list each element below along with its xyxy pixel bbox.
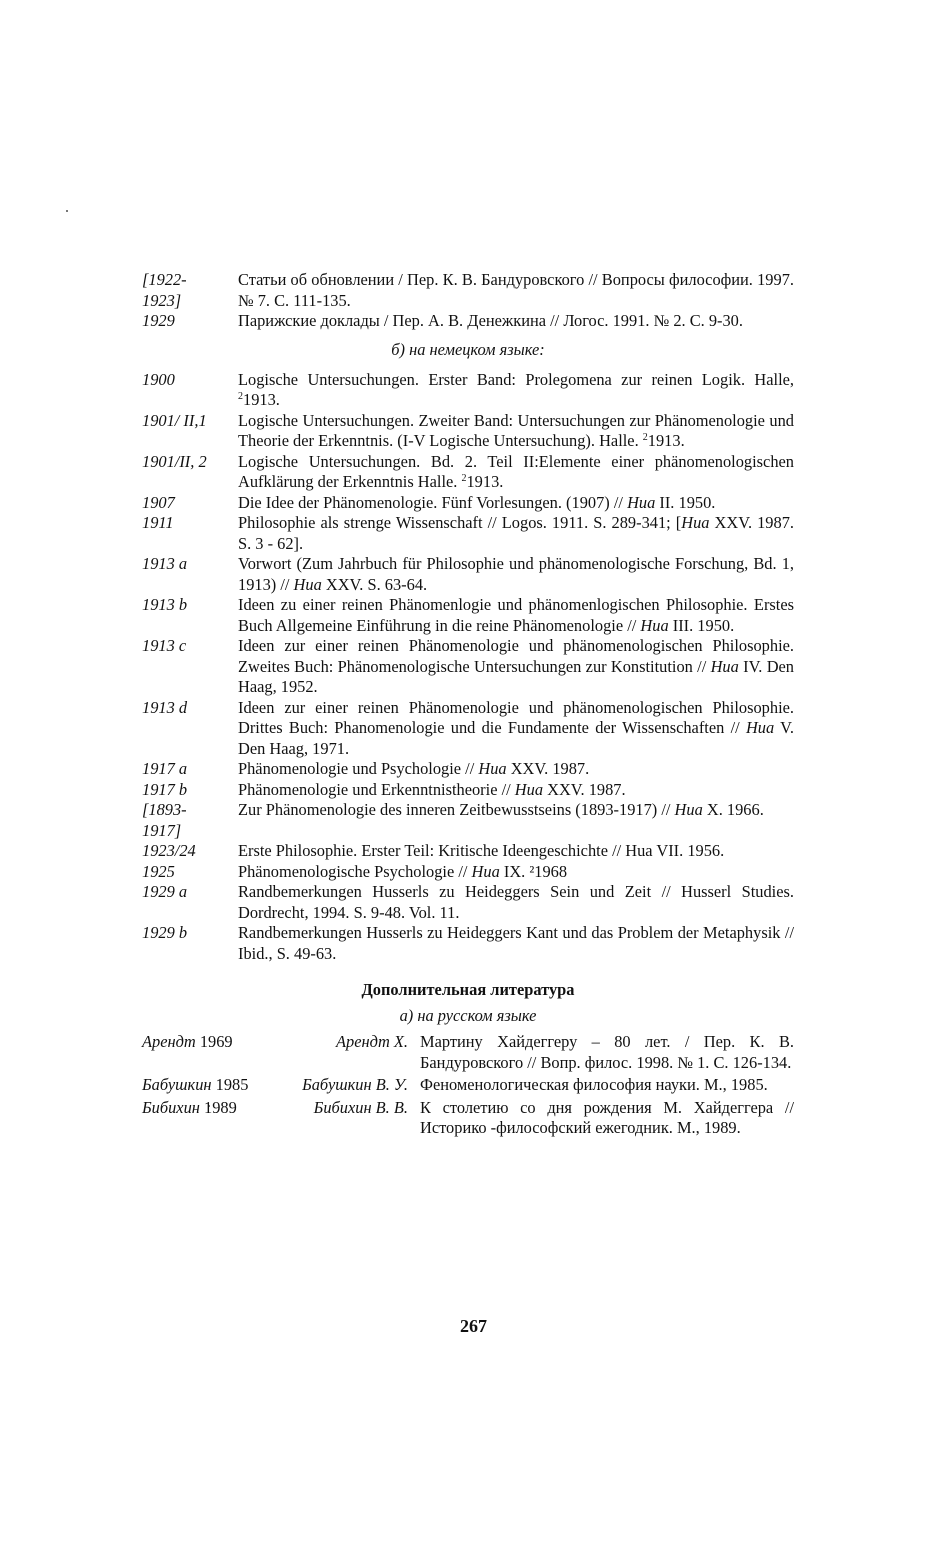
bib-entry — [142, 513, 794, 554]
entry-year-suffix: 1913. — [647, 431, 685, 450]
short-reference — [142, 1075, 282, 1096]
edition-superscript: 2 — [238, 391, 243, 402]
entry-year: 1913 c — [142, 636, 187, 655]
bib-entry — [142, 841, 794, 862]
entry-text-main: Philosophie als strenge Wissenschaft // Logos. 1911. S. 289-341; [ — [238, 513, 682, 532]
entry-text-tail: XXV. 1987. — [506, 759, 590, 778]
bib-entry — [142, 493, 794, 514]
bib-entry — [142, 780, 794, 801]
entry-text — [238, 698, 794, 760]
literature-entry — [142, 1032, 794, 1073]
short-author: Бабушкин — [142, 1075, 212, 1094]
entry-year: 1900 — [142, 369, 175, 389]
hua-abbrev: Hua — [674, 800, 703, 819]
entry-year: 1913 a — [142, 554, 188, 573]
entry-text — [238, 841, 794, 862]
subheading-german: б) на немецком языке: — [391, 339, 545, 359]
hua-abbrev: Hua — [514, 779, 544, 799]
entry-text-tail: XXV. S. 63-64. — [321, 574, 428, 594]
entry-year: 1929 a — [142, 882, 188, 901]
literature-text: Мартину Хайдеггеру – 80 лет. / Пер. К. В. Бандуровского // Вопр. филос. 1998. № 1. С. 126-134. — [420, 1032, 794, 1072]
short-year: 1969 — [195, 1032, 233, 1051]
entry-text-tail: IV. Den Haag, 1952. — [238, 656, 794, 696]
entry-year: 1923/24 — [142, 841, 196, 860]
entry-text-main: Erste Philosophie. Erster Teil: Kritische Ideengeschichte // Hua VII. 1956. — [238, 841, 725, 860]
author-name: Арендт Х. — [336, 1032, 408, 1051]
entry-text-tail: II. 1950. — [655, 492, 716, 512]
hua-abbrev: Hua — [293, 574, 322, 594]
entry-year: 1929 — [142, 311, 175, 330]
entry-text: Парижские доклады / Пер. А. В. Денежкина // Логос. 1991. № 2. С. 9-30. — [238, 311, 743, 330]
hua-abbrev: Hua — [640, 615, 669, 635]
entry-year: 1913 b — [142, 595, 188, 614]
entry-text-tail: XXV. 1987. S. 3 - 62]. — [238, 513, 794, 553]
hua-abbrev: Hua — [478, 759, 507, 778]
entry-year: 1925 — [142, 861, 175, 881]
bib-entry — [142, 595, 794, 636]
entry-text-main: Vorwort (Zum Jahrbuch für Philosophie und phänomenologische Forschung, Bd. 1, 1913) // — [238, 554, 794, 594]
literature-list — [142, 1032, 794, 1139]
literature-text: Феноменологическая философия науки. М., 1985. — [420, 1075, 768, 1094]
entry-text-main: Ideen zu einer reinen Phänomenlogie und phänomenlogischen Philosophie. Erstes Buch Allgemeine Einführung in die reine Phänomenologie // — [238, 595, 794, 635]
literature-entry — [142, 1098, 794, 1139]
short-reference — [142, 1098, 282, 1139]
entry-text-main: Logische Untersuchungen. Bd. 2. Teil II:Elemente einer phänomenologischen Aufklärung der Erkenntnis Halle. — [238, 451, 794, 491]
hua-abbrev: Hua — [627, 492, 656, 512]
entry-year: [1922- 1923] — [142, 270, 187, 310]
entry-text — [238, 862, 794, 883]
entry-year: 1901/ II,1 — [142, 410, 207, 430]
author-name: Бибихин В. В. — [313, 1097, 408, 1117]
literature-entry — [142, 1075, 794, 1096]
entry-text-tail: X. 1966. — [702, 800, 764, 819]
entry-text — [238, 554, 794, 595]
entry-text-main: Logische Untersuchungen. Erster Band: Prolegomena zur reinen Logik. Halle, — [238, 369, 794, 389]
short-author: Арендт — [142, 1032, 196, 1051]
entry-text-tail: III. 1950. — [668, 615, 735, 635]
entry-year: 1929 b — [142, 923, 188, 942]
entry-text — [238, 759, 794, 780]
entry-text — [238, 882, 794, 923]
entry-text-main: Ideen zur einer reinen Phänomenologie und phänomenologischen Philosophie. Zweites Buch: Phänomenologische Untersuchungen zur Konstitution // — [238, 636, 794, 676]
entry-year-suffix: 1913. — [243, 390, 280, 409]
entry-year: 1913 d — [142, 697, 188, 717]
bib-entry — [142, 370, 794, 411]
german-entries-list — [142, 370, 794, 965]
bib-entry — [142, 923, 794, 964]
bib-entry — [142, 882, 794, 923]
bib-entry — [142, 270, 794, 311]
entry-text — [238, 636, 794, 698]
literature-text: К столетию со дня рождения М. Хайдеггера // Историко -философский ежегодник. М., 1989. — [420, 1097, 794, 1137]
bib-entry — [142, 800, 794, 841]
bib-entry — [142, 554, 794, 595]
entry-text — [238, 780, 794, 801]
entry-year: 1917 a — [142, 759, 188, 778]
section-title: Дополнительная литература — [361, 980, 575, 999]
author-name: Бабушкин В. У. — [302, 1075, 408, 1094]
entry-text — [238, 370, 794, 411]
edition-superscript: 2 — [461, 473, 467, 484]
page-body — [142, 270, 794, 1141]
entry-text-main: Randbemerkungen Husserls zu Heideggers Kant und das Problem der Metaphysik // Ibid., S. 49-63. — [238, 923, 794, 963]
entry-year: 1901/II, 2 — [142, 451, 207, 471]
bib-entry — [142, 862, 794, 883]
hua-abbrev: Hua — [681, 513, 710, 532]
entry-text — [238, 595, 794, 636]
edition-superscript: 2 — [642, 432, 648, 443]
hua-abbrev: Hua — [471, 861, 500, 881]
entry-text-tail: IX. ²1968 — [499, 861, 568, 881]
entry-year: 1911 — [142, 513, 174, 532]
entry-text-main: Zur Phänomenologie des inneren Zeitbewusstseins (1893-1917) // — [238, 800, 675, 819]
short-author: Бибихин — [142, 1097, 200, 1117]
entry-text — [238, 923, 794, 964]
entry-text-main: Logische Untersuchungen. Zweiter Band: Untersuchungen zur Phänomenologie und Theorie der Erkenntnis. (I-V Logische Untersuchung). Halle. — [238, 410, 794, 450]
entry-text: Статьи об обновлении / Пер. К. В. Бандуровского // Вопросы философии. 1997. № 7. С. 111-135. — [238, 270, 794, 310]
entry-text-main: Randbemerkungen Husserls zu Heideggers Sein und Zeit // Husserl Studies. Dordrecht, 1994. S. 9-48. Vol. 11. — [238, 882, 794, 922]
short-reference — [142, 1032, 282, 1073]
entry-text-main: Phänomenologische Psychologie // — [238, 861, 472, 881]
entry-year-suffix: 1913. — [466, 472, 504, 491]
bib-entry — [142, 311, 794, 332]
subheading-russian: а) на русском языке — [399, 1006, 537, 1025]
hua-abbrev: Hua — [745, 718, 775, 737]
entry-year: 1917 b — [142, 779, 188, 799]
entry-text-main: Phänomenologie und Psychologie // — [238, 759, 479, 778]
bib-entry — [142, 759, 794, 780]
entry-text-main: Phänomenologie und Erkenntnistheorie // — [238, 779, 515, 799]
entry-text — [238, 452, 794, 493]
entry-year: [1893- 1917] — [142, 800, 187, 840]
bib-entry — [142, 698, 794, 760]
bib-entry — [142, 452, 794, 493]
bib-entry — [142, 636, 794, 698]
entry-year: 1907 — [142, 492, 175, 512]
speck-mark — [66, 210, 68, 212]
entry-text-tail: XXV. 1987. — [543, 779, 626, 799]
short-year: 1985 — [211, 1075, 249, 1094]
page-number: 267 — [460, 1316, 487, 1336]
entry-text-tail: V. Den Haag, 1971. — [238, 718, 794, 758]
entry-text-main: Ideen zur einer reinen Phänomenologie und phänomenologischen Philosophie. Drittes Buch: Phanomenologie und die Fundamente der Wissenschaften // — [238, 697, 794, 737]
entry-text — [238, 493, 794, 514]
short-year: 1989 — [199, 1097, 237, 1117]
hua-abbrev: Hua — [710, 656, 739, 676]
entry-text-main: Die Idee der Phänomenologie. Fünf Vorlesungen. (1907) // — [238, 492, 628, 512]
bib-entry — [142, 411, 794, 452]
entry-text — [238, 800, 794, 841]
entry-text — [238, 513, 794, 554]
entry-text — [238, 411, 794, 452]
